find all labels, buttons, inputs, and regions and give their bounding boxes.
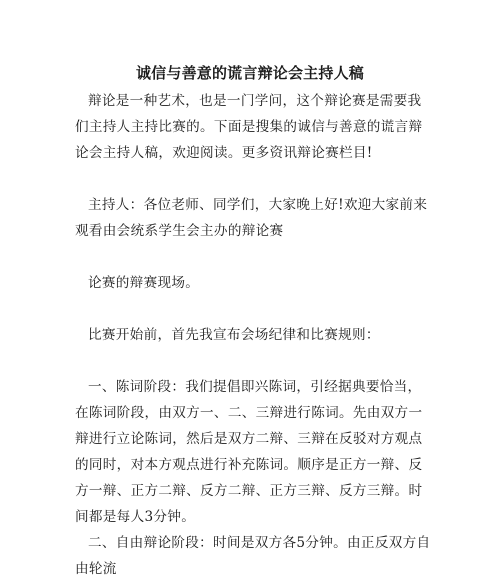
rules-intro-paragraph: 比赛开始前，首先我宣布会场纪律和比赛规则： <box>88 327 380 343</box>
stage-one-paragraph: 一、陈词阶段：我们提倡即兴陈词，引经据典要恰当，在陈词阶段，由双方一、二、三辩进行陈词。先由双方一辩进行立论陈词，然后是双方二辩、三辩在反驳对方观点的同时，对本方观点进行补充陈词。顺序是正方一辩、反方一辩、正方二辩、反方二辩、正方三辩、反方三辩。时间都是每人3分钟。 <box>75 379 423 525</box>
stage-two-paragraph: 二、自由辩论阶段：时间是双方各5分钟。由正反双方自由轮流 <box>75 535 431 577</box>
intro-paragraph: 辩论是一种艺术，也是一门学问，这个辩论赛是需要我们主持人主持比赛的。下面是搜集的诚信与善意的谎言辩论会主持人稿，欢迎阅读。更多资讯辩论赛栏目! <box>75 93 423 161</box>
host-opening-paragraph: 主持人：各位老师、同学们，大家晚上好!欢迎大家前来观看由会统系学生会主办的辩论赛 <box>75 197 428 239</box>
scene-paragraph: 论赛的辩赛现场。 <box>88 275 200 291</box>
document-title: 诚信与善意的谎言辩论会主持人稿 <box>135 64 364 82</box>
